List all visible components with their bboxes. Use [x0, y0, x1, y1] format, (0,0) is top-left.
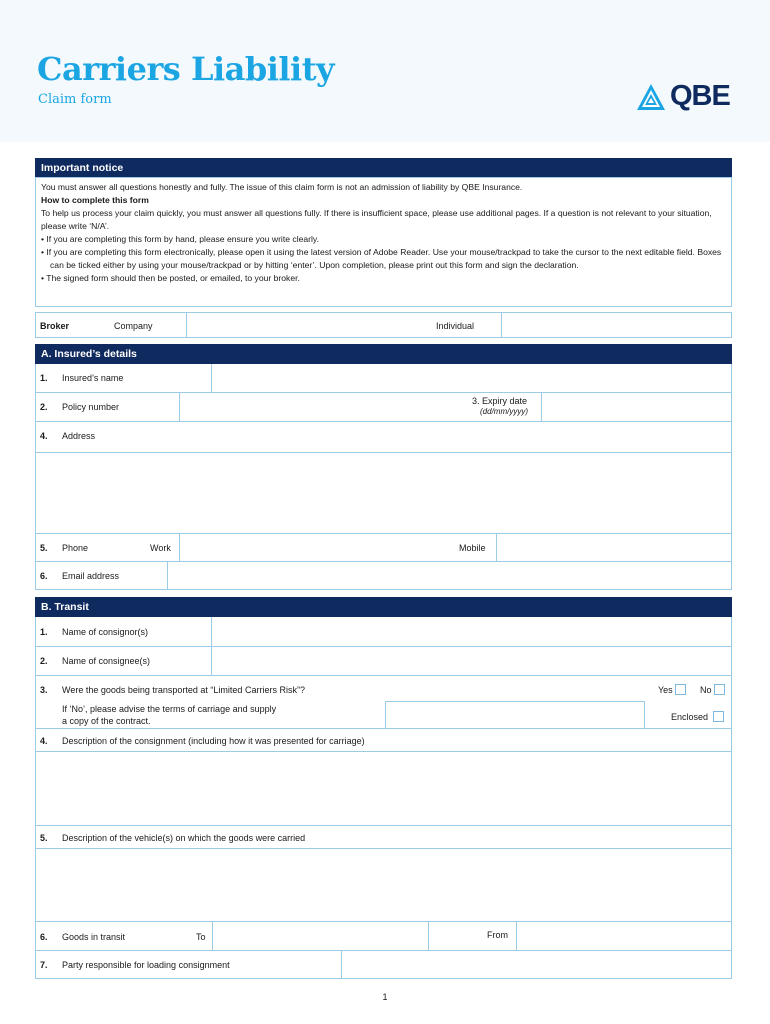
vehicle-description-field[interactable] [36, 848, 731, 921]
form-title: Carriers Liability [37, 50, 335, 88]
work-phone-field[interactable] [179, 534, 447, 561]
mobile-label: Mobile [459, 543, 486, 553]
consignment-description-field[interactable] [36, 751, 731, 825]
loading-party-label: Party responsible for loading consignment [62, 960, 230, 970]
address-label: Address [62, 431, 96, 441]
mobile-field[interactable] [496, 534, 731, 561]
consignee-row [35, 647, 732, 676]
limited-carriers-risk-label: Were the goods being transported at “Limited Carriers Risk”? [62, 685, 305, 695]
goods-in-transit-label: Goods in transit [62, 932, 126, 942]
q-a2-number: 2. [40, 402, 48, 412]
loading-party-row [35, 951, 732, 979]
yes-label: Yes [658, 685, 673, 695]
transit-to-field[interactable] [212, 922, 428, 950]
broker-label: Broker [40, 321, 70, 331]
q-a4-number: 4. [40, 431, 48, 441]
no-checkbox[interactable] [714, 684, 725, 695]
q-a5-number: 5. [40, 543, 48, 553]
goods-in-transit-row [35, 922, 732, 951]
notice-line-1: You must answer all questions honestly and fully. The issue of this claim form is not an admission of liability by QBE Insurance. [41, 182, 523, 192]
q-b5-number: 5. [40, 833, 48, 843]
notice-bullet-1: • If you are completing this form by hand, please ensure you write clearly. [41, 234, 319, 244]
transit-to-label: To [196, 932, 206, 942]
enclosed-option [671, 711, 724, 722]
notice-heading: Important notice [35, 158, 732, 177]
expiry-date-hint: (dd/mm/yyyy) [480, 407, 528, 416]
form-subtitle: Claim form [38, 92, 112, 107]
expiry-date-field[interactable] [541, 393, 731, 421]
q-b2-number: 2. [40, 656, 48, 666]
q-b7-number: 7. [40, 960, 48, 970]
q-b6-number: 6. [40, 932, 48, 942]
qbe-logo [636, 80, 730, 113]
insured-name-label: Insured’s name [62, 373, 124, 383]
policy-number-row [35, 393, 732, 422]
insured-name-row [35, 364, 732, 393]
q-b4-number: 4. [40, 736, 48, 746]
policy-number-field[interactable] [179, 393, 439, 421]
company-label: Company [114, 321, 153, 331]
insured-name-field[interactable] [211, 364, 731, 392]
q-b3-number: 3. [40, 685, 48, 695]
transit-from-label: From [487, 930, 508, 940]
yes-checkbox[interactable] [675, 684, 686, 695]
notice-bullet-3: • The signed form should then be posted, or emailed, to your broker. [41, 273, 300, 283]
email-label: Email address [62, 571, 120, 581]
q-a6-number: 6. [40, 571, 48, 581]
consignment-description-row [35, 729, 732, 826]
consignor-row [35, 617, 732, 647]
terms-of-carriage-text-2: a copy of the contract. [62, 716, 151, 726]
notice-box [35, 177, 732, 307]
enclosed-checkbox[interactable] [713, 711, 724, 722]
notice-line-2: To help us process your claim quickly, you must answer all questions fully. If there is insufficient space, please use additional pages. If a question is not relevant to your situation, please write ‘N/A’. [41, 208, 712, 231]
phone-label: Phone [62, 543, 89, 553]
notice-bullet-2: • If you are completing this form electronically, please open it using the latest version of Adobe Reader. Use your mouse/trackpad to take the cursor to the next editable field. Boxes can be ticked either by using your mouse/trackpad or by hitting ‘enter’. Upon completion, please print out this form and sign the declaration. [41, 247, 722, 270]
terms-of-carriage-field[interactable] [385, 701, 645, 728]
enclosed-label: Enclosed [671, 712, 709, 722]
qbe-logo-text: QBE [670, 80, 730, 112]
phone-row [35, 534, 732, 562]
limited-carriers-risk-row [35, 676, 732, 729]
transit-from-field[interactable] [516, 922, 731, 950]
how-to-heading: How to complete this form [41, 195, 149, 205]
page-number: 1 [382, 992, 388, 1002]
q-b1-number: 1. [40, 627, 48, 637]
company-field[interactable] [186, 313, 434, 337]
vehicle-description-label: Description of the vehicle(s) on which the goods were carried [62, 833, 306, 843]
yes-option [658, 684, 686, 695]
no-label: No [700, 685, 712, 695]
consignment-description-label: Description of the consignment (including how it was presented for carriage) [62, 736, 365, 746]
consignee-label: Name of consignee(s) [62, 656, 151, 666]
policy-number-label: Policy number [62, 402, 120, 412]
q-a1-number: 1. [40, 373, 48, 383]
address-row [35, 422, 732, 534]
address-field[interactable] [36, 452, 731, 533]
expiry-date-label: 3. Expiry date [472, 396, 528, 406]
consignor-label: Name of consignor(s) [62, 627, 149, 637]
transit-divider [428, 922, 429, 950]
email-field[interactable] [167, 562, 731, 589]
terms-of-carriage-text-1: If ‘No’, please advise the terms of carriage and supply [62, 704, 277, 714]
qbe-logo-icon [636, 83, 666, 111]
broker-row [35, 312, 732, 338]
section-b-heading: B. Transit [35, 597, 732, 617]
email-row [35, 562, 732, 590]
loading-party-field[interactable] [341, 951, 731, 978]
individual-label: Individual [436, 321, 475, 331]
consignee-field[interactable] [211, 647, 731, 675]
no-option [700, 684, 725, 695]
vehicle-description-row [35, 826, 732, 922]
work-phone-label: Work [150, 543, 171, 553]
individual-field[interactable] [501, 313, 731, 337]
consignor-field[interactable] [211, 617, 731, 646]
section-a-heading: A. Insured’s details [35, 344, 732, 364]
